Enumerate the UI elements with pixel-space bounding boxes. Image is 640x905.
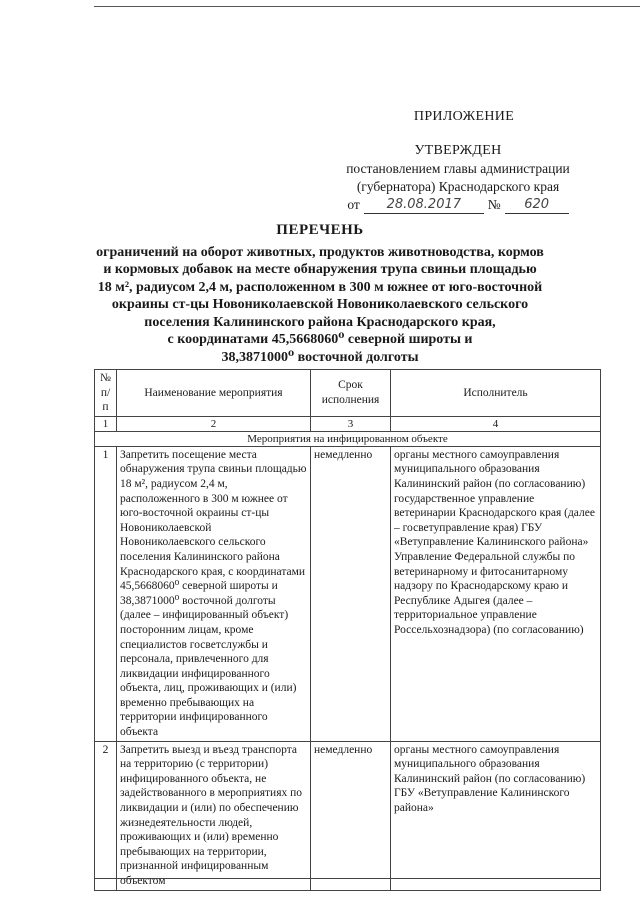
- header-executor: Исполнитель: [391, 370, 601, 417]
- title-main: ПЕРЕЧЕНЬ: [276, 222, 364, 238]
- header-action: Наименование мероприятия: [117, 370, 311, 417]
- number-prefix: №: [487, 197, 501, 212]
- approval-stamp-block: [328, 108, 588, 214]
- row-number: 1: [95, 446, 117, 741]
- title-line: с координатами 45,5668060⁰ северной широты и: [167, 332, 473, 347]
- title-line: окраины ст-цы Новониколаевской Новониколаевского сельского: [111, 297, 529, 312]
- title-line: 18 м², радиусом 2,4 м, расположенном в 300 м южнее от юго-восточной: [97, 279, 543, 295]
- column-number: 3: [311, 416, 391, 431]
- header-term: Срок исполнения: [311, 370, 391, 417]
- row-executor: органы местного самоуправления муниципального образования Калининский район (по согласованию) государственное управление ветеринарии Краснодарского края (далее – госветуправление края) ГБУ «Ветуправление Калининского района» Управление Федеральной службы по ветеринарному и фитосанитарному надзору по Краснодарскому краю и Республике Адыгея (далее – территориальное управление Россельхознадзора) (по согласованию): [391, 446, 601, 741]
- title-line: ограничений на оборот животных, продуктов животноводства, кормов: [96, 244, 544, 260]
- decree-line-1: постановлением главы администрации: [346, 161, 570, 176]
- date-prefix: от: [347, 197, 360, 212]
- row-action: Запретить посещение места обнаружения трупа свиньи площадью 18 м², радиусом 2,4 м, расположенного в 300 м южнее от юго-восточной окраины ст-цы Новониколаевской Новониколаевского сельского поселения Калининского района Краснодарского края, с координатами 45,5668060⁰ северной широты и 38,3871000⁰ восточной долготы (далее – инфицированный объект) посторонним лицам, кроме специалистов госветслужбы и персонала, привлеченного для ликвидации инфицированного объекта, лиц, проживающих и (или) временно пребывающих на территории инфицированного объекта: [117, 446, 311, 741]
- measures-table: [94, 369, 601, 891]
- table-row: [95, 741, 601, 890]
- table-continuation-edge: [94, 878, 600, 879]
- handwritten-number: 620: [505, 197, 569, 214]
- scan-top-edge: [94, 6, 640, 7]
- row-executor: органы местного самоуправления муниципального образования Калининский район (по согласованию) ГБУ «Ветуправление Калининского района»: [391, 741, 601, 890]
- handwritten-date: 28.08.2017: [364, 197, 484, 214]
- column-number-row: [95, 416, 601, 431]
- table-row: [95, 446, 601, 741]
- column-number: 4: [391, 416, 601, 431]
- row-action: Запретить выезд и въезд транспорта на территорию (с территории) инфицированного объекта, не задействованного в мероприятиях по ликвидации и (или) по обеспечению жизнедеятельности людей, проживающих и (или) временно пребывающих на территории, признанной инфицированным объектом: [117, 741, 311, 890]
- title-line: поселения Калининского района Краснодарского края,: [144, 314, 496, 330]
- section-row: [95, 431, 601, 446]
- date-number-row: [328, 196, 588, 214]
- column-number: 2: [117, 416, 311, 431]
- header-number: № п/п: [95, 370, 117, 417]
- column-number: 1: [95, 416, 117, 431]
- table-header-row: [95, 370, 601, 417]
- row-term: немедленно: [311, 446, 391, 741]
- approved-label: УТВЕРЖДЕН: [414, 143, 502, 158]
- row-number: 2: [95, 741, 117, 890]
- decree-line-2: (губернатора) Краснодарского края: [356, 179, 560, 194]
- section-title: Мероприятия на инфицированном объекте: [95, 431, 601, 446]
- title-line: 38,3871000⁰ восточной долготы: [221, 349, 419, 365]
- row-term: немедленно: [311, 741, 391, 890]
- document-title: [80, 222, 560, 366]
- appendix-label: ПРИЛОЖЕНИЕ: [413, 109, 515, 124]
- title-line: и кормовых добавок на месте обнаружения трупа свиньи площадью: [103, 262, 537, 277]
